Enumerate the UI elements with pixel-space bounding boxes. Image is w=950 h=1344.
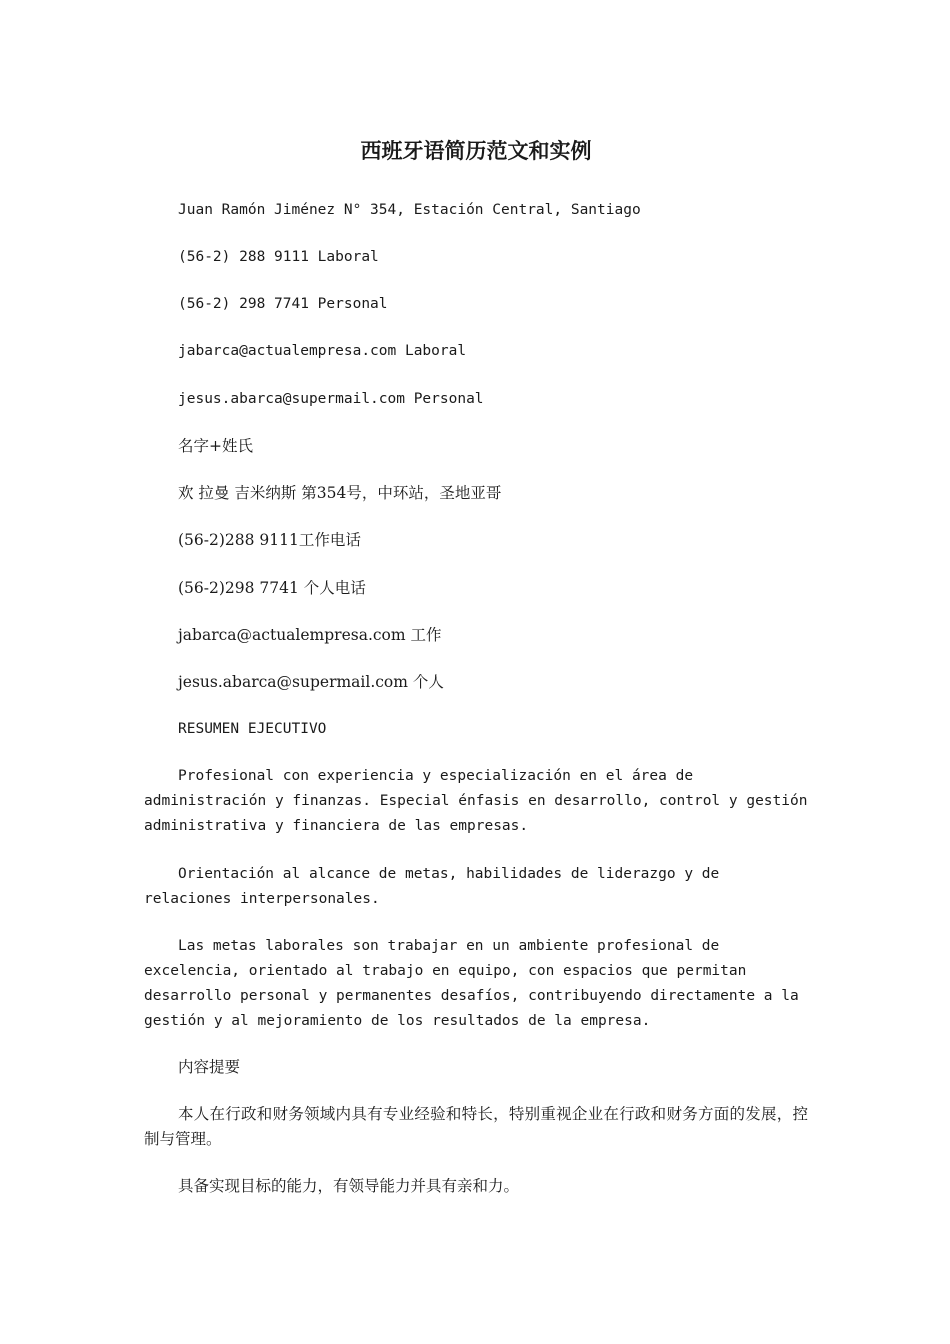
address-cn: 欢 拉曼 吉米纳斯 第354号，中环站，圣地亚哥 — [178, 484, 502, 502]
phone-personal-es: (56-2) 298 7741 Personal — [178, 296, 388, 312]
phone-work-cn: (56-2)288 9111工作电话 — [178, 531, 361, 549]
summary-heading-cn: 内容提要 — [178, 1058, 241, 1076]
email-personal-cn: jesus.abarca@supermail.com 个人 — [178, 673, 444, 691]
email-work-es: jabarca@actualempresa.com Laboral — [178, 343, 467, 359]
name-cn: 名字+姓氏 — [178, 437, 253, 455]
summary-paragraph-1-cn: 本人在行政和财务领域内具有专业经验和特长，特别重视企业在行政和财务方面的发展，控制与管理。 — [144, 1105, 808, 1148]
email-personal-es: jesus.abarca@supermail.com Personal — [178, 391, 484, 407]
phone-personal-cn: (56-2)298 7741 个人电话 — [178, 579, 366, 597]
address-es: Juan Ramón Jiménez N° 354, Estación Central, Santiago — [178, 202, 641, 218]
phone-work-es: (56-2) 288 9111 Laboral — [178, 249, 379, 265]
summary-paragraph-2-cn: 具备实现目标的能力，有领导能力并具有亲和力。 — [178, 1177, 520, 1195]
summary-paragraph-1-es: Profesional con experiencia y especialización en el área de administración y finanzas. Especial énfasis en desarrollo, control y gestión administrativa y financiera de las empresas. — [144, 768, 808, 834]
summary-heading-es: RESUMEN EJECUTIVO — [178, 721, 327, 737]
document-title: 西班牙语简历范文和实例 — [360, 138, 592, 163]
summary-paragraph-3-es: Las metas laborales son trabajar en un ambiente profesional de excelencia, orientado al trabajo en equipo, con espacios que permitan desarrollo personal y permanentes desafíos, contribuyendo directamente a la gestión y al mejoramiento de los resultados de la empresa. — [144, 938, 799, 1029]
summary-paragraph-2-es: Orientación al alcance de metas, habilidades de liderazgo y de relaciones interpersonales. — [144, 866, 720, 907]
email-work-cn: jabarca@actualempresa.com 工作 — [178, 626, 442, 644]
